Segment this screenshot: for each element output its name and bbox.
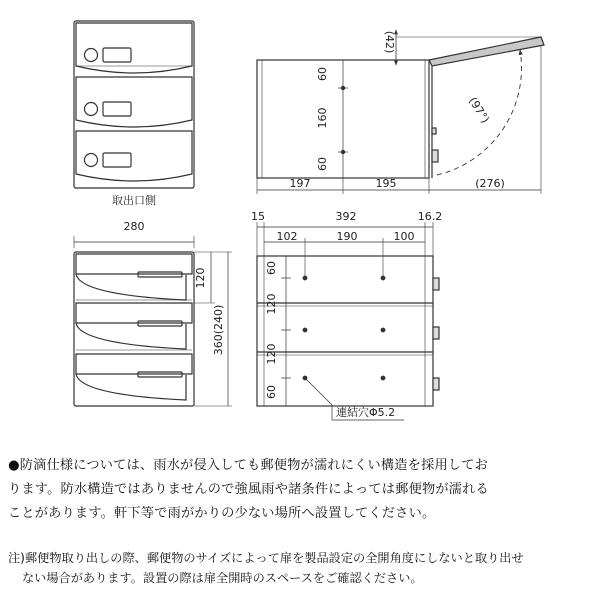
dim-15: 15 — [251, 210, 265, 223]
door-angle: (97°) — [466, 94, 492, 126]
notice-line-1: ●防滴仕様については、雨水が侵入しても郵便物が濡れにくい構造を採用してお — [8, 458, 489, 473]
dim-60-top: 60 — [316, 67, 329, 81]
dim-100: 100 — [393, 230, 415, 243]
unit-middle-front — [76, 77, 192, 127]
side-view-stacked — [257, 222, 439, 420]
dim-280: 280 — [123, 220, 145, 233]
stack-unit-bottom — [76, 354, 192, 400]
side-stacked-labels — [251, 210, 442, 419]
dim-60-bottom: 60 — [316, 157, 329, 171]
dim-190: 190 — [336, 230, 358, 243]
removal-note — [8, 548, 594, 588]
stack-unit-middle — [76, 303, 192, 350]
stacked-labels — [124, 220, 226, 355]
side-dim-120-bottom: 120 — [265, 343, 278, 365]
side-dim-60-bottom: 60 — [265, 385, 278, 399]
takeout-side-caption: 取出口側 — [112, 194, 156, 207]
front-view-stacked — [74, 236, 232, 406]
dim-276: (276) — [475, 177, 505, 190]
dim-16-2: 16.2 — [417, 210, 443, 223]
dim-360-240: 360(240) — [212, 304, 225, 356]
drip-proof-notice — [8, 454, 594, 526]
dim-102: 102 — [276, 230, 298, 243]
side-dim-120-top: 120 — [265, 293, 278, 315]
dim-392: 392 — [335, 210, 357, 223]
notice-line-3: ことがあります。軒下等で雨がかりの少ない場所へ設置してください。 — [8, 506, 436, 521]
side-view-open-door — [257, 30, 544, 194]
dim-42: (42) — [383, 30, 396, 54]
connection-hole-label: 連結穴Φ5.2 — [336, 406, 396, 419]
unit-bottom-front — [76, 131, 192, 181]
dim-197: 197 — [289, 177, 311, 190]
side-dim-60-top: 60 — [265, 261, 278, 275]
note-line-2: ない場合があります。設置の際は扉全開時のスペースをご確認ください。 — [22, 571, 423, 585]
stack-unit-top — [76, 254, 192, 300]
dim-195: 195 — [375, 177, 397, 190]
note-line-1: 注)郵便物取り出しの際、郵便物のサイズによって扉を製品設定の全開角度にしないと取り出せ — [8, 551, 524, 565]
dim-120: 120 — [194, 267, 207, 289]
unit-top-front — [76, 23, 192, 73]
dim-160: 160 — [316, 107, 329, 129]
notice-line-2: ります。防水構造ではありませんので強風雨や諸条件によっては郵便物が濡れる — [8, 482, 489, 497]
front-view-takeout-side — [74, 21, 194, 188]
